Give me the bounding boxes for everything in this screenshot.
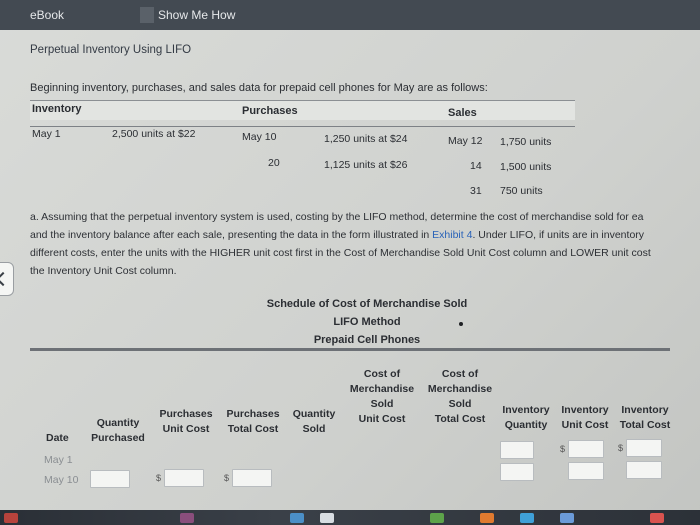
col-purch-total-cost-line-2: Total Cost xyxy=(227,423,279,435)
col-purch-unit-cost xyxy=(154,407,218,437)
row-date-may-1: May 1 xyxy=(44,454,73,466)
col-inv-qty-line-2: Quantity xyxy=(504,419,548,431)
col-inv-qty xyxy=(498,403,554,433)
col-cms-unit-cost-line-3: Sold xyxy=(370,398,394,410)
instructions-line-2-end: . Under LIFO, if units are in inventory xyxy=(472,229,645,241)
col-qty-sold-line-1: Quantity xyxy=(292,408,336,420)
dollar-sign: $ xyxy=(224,473,230,483)
top-toolbar xyxy=(0,0,700,30)
col-inv-unit-cost xyxy=(556,403,614,433)
sale-date-2: 14 xyxy=(470,160,482,172)
previous-arrow-icon[interactable] xyxy=(0,262,14,296)
tab-show-me-how[interactable]: Show Me How xyxy=(158,8,236,22)
app-icon[interactable] xyxy=(430,513,444,523)
col-cms-total-cost xyxy=(422,367,498,427)
cursor-dot-icon xyxy=(459,322,463,326)
col-qty-purchased-line-1: Quantity xyxy=(96,417,140,429)
may10-qty-purchased-input[interactable] xyxy=(90,470,130,488)
schedule-product: Prepaid Cell Phones xyxy=(313,334,421,346)
col-cms-unit-cost-line-2: Merchandise xyxy=(349,383,415,395)
col-cms-unit-cost-line-4: Unit Cost xyxy=(358,413,406,425)
dollar-sign: $ xyxy=(156,473,162,483)
problem-title: Perpetual Inventory Using LIFO xyxy=(30,44,192,56)
col-qty-purchased xyxy=(86,416,150,446)
dollar-sign: $ xyxy=(560,444,566,454)
col-date: Date xyxy=(46,432,69,444)
schedule-method: LIFO Method xyxy=(333,316,401,328)
col-cms-total-cost-line-1: Cost of xyxy=(441,368,479,380)
col-inv-total-cost xyxy=(616,403,674,433)
os-taskbar xyxy=(0,510,700,525)
app-icon[interactable] xyxy=(560,513,574,523)
sale-desc-1: 1,750 units xyxy=(500,136,552,148)
purchase-desc-2: 1,125 units at $26 xyxy=(324,159,408,171)
purchase-desc-1: 1,250 units at $24 xyxy=(324,133,408,145)
app-icon[interactable] xyxy=(650,513,664,523)
col-cms-total-cost-line-3: Sold xyxy=(448,398,472,410)
may1-inventory-unit-cost-input-2[interactable] xyxy=(568,462,604,480)
sale-date-1: May 12 xyxy=(448,135,483,147)
sale-date-3: 31 xyxy=(470,185,482,197)
app-icon[interactable] xyxy=(4,513,18,523)
data-table-header xyxy=(30,100,575,120)
header-inventory: Inventory xyxy=(32,103,82,115)
col-cms-unit-cost-line-1: Cost of xyxy=(363,368,401,380)
col-purch-total-cost xyxy=(220,407,286,437)
app-icon[interactable] xyxy=(520,513,534,523)
app-icon[interactable] xyxy=(290,513,304,523)
sale-desc-2: 1,500 units xyxy=(500,161,552,173)
instructions-line-3: different costs, enter the units with the HIGHER unit cost first in the Cost of Merchandise Sold Unit Cost column and LOWER unit cost xyxy=(30,247,651,259)
instructions-line-2 xyxy=(30,226,700,244)
app-icon[interactable] xyxy=(180,513,194,523)
exhibit-4-link[interactable]: Exhibit 4 xyxy=(432,229,473,241)
col-qty-sold xyxy=(288,407,340,437)
col-purch-unit-cost-line-2: Unit Cost xyxy=(162,423,210,435)
may1-inventory-qty-input-1[interactable] xyxy=(500,441,534,459)
col-purch-unit-cost-line-1: Purchases xyxy=(159,408,213,420)
instructions-line-4: the Inventory Unit Cost column. xyxy=(30,265,177,277)
col-qty-sold-line-2: Sold xyxy=(302,423,326,435)
instructions-line-1: a. Assuming that the perpetual inventory system is used, costing by the LIFO method, determine the cost of merchandise sold for ea xyxy=(30,211,644,223)
may1-inventory-total-cost-input-2[interactable] xyxy=(626,461,662,479)
may1-inventory-qty-input-2[interactable] xyxy=(500,463,534,481)
dollar-sign: $ xyxy=(618,443,624,453)
may10-purchase-unit-cost-input[interactable] xyxy=(164,469,204,487)
col-inv-total-cost-line-2: Total Cost xyxy=(619,419,671,431)
row-date-may-10: May 10 xyxy=(44,474,79,486)
sale-desc-3: 750 units xyxy=(500,185,543,197)
may1-inventory-total-cost-input-1[interactable] xyxy=(626,439,662,457)
purchase-date-2: 20 xyxy=(268,157,280,169)
col-cms-unit-cost xyxy=(344,367,420,427)
header-sales: Sales xyxy=(448,107,477,119)
col-qty-purchased-line-2: Purchased xyxy=(91,432,145,444)
schedule-title: Schedule of Cost of Merchandise Sold xyxy=(266,298,468,310)
may10-purchase-total-cost-input[interactable] xyxy=(232,469,272,487)
problem-content xyxy=(0,30,700,510)
header-purchases: Purchases xyxy=(242,105,298,117)
col-cms-total-cost-line-2: Merchandise xyxy=(427,383,493,395)
inventory-date: May 1 xyxy=(32,128,61,140)
col-inv-qty-line-1: Inventory xyxy=(502,404,550,416)
col-inv-unit-cost-line-1: Inventory xyxy=(561,404,609,416)
inventory-desc: 2,500 units at $22 xyxy=(112,128,196,140)
intro-text: Beginning inventory, purchases, and sales data for prepaid cell phones for May are as follows: xyxy=(30,82,488,94)
app-icon[interactable] xyxy=(320,513,334,523)
col-inv-unit-cost-line-2: Unit Cost xyxy=(561,419,609,431)
may1-inventory-unit-cost-input-1[interactable] xyxy=(568,440,604,458)
book-icon xyxy=(140,7,154,23)
instructions xyxy=(30,208,700,280)
instructions-line-2-start: and the inventory balance after each sale, presenting the data in the form illustrated in xyxy=(30,229,433,241)
col-inv-total-cost-line-1: Inventory xyxy=(621,404,669,416)
tab-ebook[interactable]: eBook xyxy=(30,8,65,22)
app-icon[interactable] xyxy=(480,513,494,523)
header-divider xyxy=(30,126,575,127)
col-cms-total-cost-line-4: Total Cost xyxy=(434,413,486,425)
col-purch-total-cost-line-1: Purchases xyxy=(226,408,280,420)
schedule-divider xyxy=(30,348,670,351)
purchase-date-1: May 10 xyxy=(242,131,277,143)
